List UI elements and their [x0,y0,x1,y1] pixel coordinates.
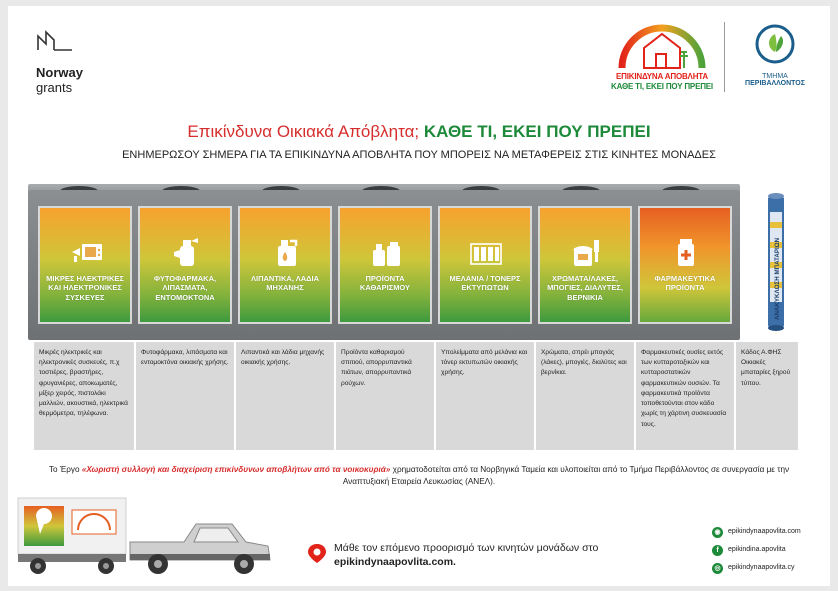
ink-cartridge-icon [468,234,504,270]
next-destination-link[interactable]: epikindynaapovlita.com. [334,556,456,568]
social-instagram-text: epikindynaapovlita.cy [728,564,795,571]
social-facebook-text: epikindina.apovlita [728,546,786,553]
social-facebook[interactable] [712,544,828,558]
bin-label: ΠΡΟΪΟΝΤΑ ΚΑΘΑΡΙΣΜΟΥ [359,274,411,293]
funding-suffix: χρηματοδοτείται από τα Νορβηγικά Ταμεία και υλοποιείται από το Τμήμα Περιβάλλοντος σε συνεργασία με την Αναπτυξιακή Εταιρεία Λευκωσίας (ΑΝΕΛ). [342,465,790,487]
facebook-icon: f [712,545,723,556]
house-arc-icon [614,18,710,70]
campaign-logo-line1: ΕΠΙΚΙΝΔΥΝΑ ΑΠΟΒΛΗΤΑ [616,72,708,81]
logo-divider [724,22,725,92]
bin-label: ΦΥΤΟΦΑΡΜΑΚΑ, ΛΙΠΑΣΜΑΤΑ, ΕΝΤΟΜΟΚΤΟΝΑ [153,274,217,302]
mobile-unit-truck-illustration [14,494,276,586]
bin-label: ΦΑΡΜΑΚΕΥΤΙΚΑ ΠΡΟΪΟΝΤΑ [654,274,716,293]
bin-label: ΜΕΛΑΝΙΑ / ΤΟΝΕΡΣ ΕΚΤΥΠΩΤΩΝ [449,274,521,293]
social-website[interactable] [712,526,828,540]
paint-bucket-icon [568,234,604,270]
bin-paints [538,206,632,324]
description-batteries: Κάδος Α.ΦΗΣ Οικιακές μπαταρίες ξηρού τύπου. [736,342,798,450]
campaign-logo [608,18,716,98]
bin-label: ΧΡΩΜΑΤΑ/ΛΑΚΕΣ, ΜΠΟΓΙΕΣ, ΔΙΑΛΥΤΕΣ, ΒΕΡΝΙΚΙΑ [547,274,623,302]
norway-line1: Norway [36,65,83,80]
spray-bottle-icon [168,234,204,270]
bin-label: ΛΙΠΑΝΤΙΚΑ, ΛΑΔΙΑ ΜΗΧΑΝΗΣ [250,274,320,293]
social-website-text: epikindynaapovlita.com [728,528,801,535]
page-title [8,122,830,142]
bin-pesticides [138,206,232,324]
department-line1: ΤΜΗΜΑ [762,73,788,80]
cleaning-products-icon [368,234,404,270]
description-inks: Υπολείμματα από μελάνια και τόνερ εκτυπωτών οικιακής χρήσης. [436,342,534,450]
department-line2: ΠΕΡΙΒΑΛΛΟΝΤΟΣ [745,80,805,87]
description-pharmaceuticals: Φαρμακευτικές ουσίες εκτός των κυτταροτοξικών και κυτταροστατικών φαρμακευτικών ουσιών. Τα φαρμακευτικά προϊόντα τοποθετούνται στον κάδο χωρίς τη χάρτινη συσκευασία τους. [636,342,734,450]
next-destination-text: Μάθε τον επόμενο προορισμό των κινητών μονάδων στο [334,542,599,554]
description-pesticides: Φυτοφάρμακα, λιπάσματα και εντομοκτόνα οικιακής χρήσης. [136,342,234,450]
medicine-bottle-icon [668,234,704,270]
funding-project: «Χωριστή συλλογή και διαχείριση επικίνδυνων αποβλήτων από τα νοικοκυριά» [81,465,391,474]
bin-pharmaceuticals [638,206,732,324]
description-lubricants: Λιπαντικά και λάδια μηχανής οικιακής χρήσης. [236,342,334,450]
funding-prefix: Το Έργο [48,465,82,474]
bin-cleaning [338,206,432,324]
battery-recycling-tube [766,192,786,332]
description-paints: Χρώματα, σπρέι μπογιάς (λάκες), μπογιές, διαλύτες και βερνίκια. [536,342,634,450]
oil-can-icon [268,234,304,270]
bin-inks [438,206,532,324]
norway-mark-icon [36,30,74,52]
leaf-circle-icon [753,22,797,66]
bin-electronics [38,206,132,324]
bin-lubricants [238,206,332,324]
battery-label: ΑΝΑΚΥΚΛΩΣΗ ΜΠΑΤΑΡΙΩΝ [774,237,781,320]
description-electronics: Μικρές ηλεκτρικές και ηλεκτρονικές συσκευές, π.χ τοστιέρες, βραστήρες, φρυγανιέρες, αποκωματές, μίξερ χειρός, πιστολάκι μαλλιών, ακουστικά, ηλεκτρικά θερμόμετρα, τηλέφωνα. [34,342,134,450]
norway-line2: grants [36,80,73,95]
norway-grants-logo [36,30,83,95]
page-subtitle: ΕΝΗΜΕΡΩΣΟΥ ΣΗΜΕΡΑ ΓΙΑ ΤΑ ΕΠΙΚΙΝΔΥΝΑ ΑΠΟΒΛΗΤΑ ΠΟΥ ΜΠΟΡΕΙΣ ΝΑ ΜΕΤΑΦΕΡΕΙΣ ΣΤΙΣ ΚΙΝΗΤΕΣ ΜΟΝΑΔΕΣ [122,149,716,161]
instagram-icon: ◎ [712,563,723,574]
social-instagram[interactable] [712,562,828,576]
poster [8,6,830,586]
funding-note [38,464,800,489]
department-logo [738,22,812,94]
title-part2: ΚΑΘΕ ΤΙ, ΕΚΕΙ ΠΟΥ ΠΡΕΠΕΙ [423,122,651,141]
title-part1: Επικίνδυνα Οικιακά Απόβλητα; [187,122,424,141]
electronics-icon [68,234,104,270]
bin-label: ΜΙΚΡΕΣ ΗΛΕΚΤΡΙΚΕΣ ΚΑΙ ΗΛΕΚΤΡΟΝΙΚΕΣ ΣΥΣΚΕΥΕΣ [46,274,124,302]
description-cleaning: Προϊόντα καθαρισμού σπιτιού, απορρυπαντικά πιάτων, απορρυπαντικά ρούχων. [336,342,434,450]
location-pin-icon [306,542,328,564]
campaign-logo-line2: ΚΑΘΕ ΤΙ, ΕΚΕΙ ΠΟΥ ΠΡΕΠΕΙ [611,82,713,91]
web-icon: ◉ [712,527,723,538]
